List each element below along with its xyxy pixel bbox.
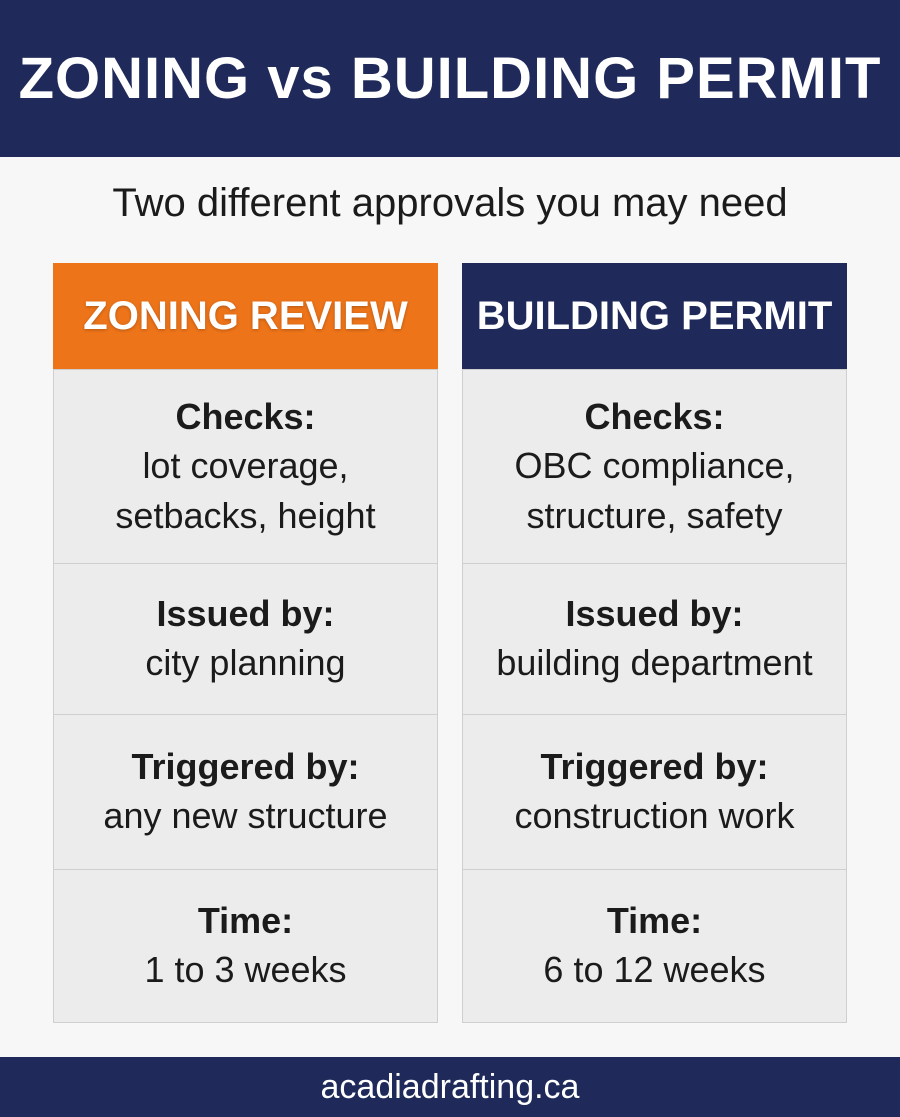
zoning-issued-by-label: Issued by: xyxy=(156,593,335,634)
zoning-triggered-by-cell xyxy=(54,714,437,869)
building-permit-heading: BUILDING PERMIT xyxy=(462,263,847,369)
zoning-triggered-by-label: Triggered by: xyxy=(131,746,360,787)
zoning-review-column xyxy=(53,263,438,1023)
building-time-label: Time: xyxy=(606,900,703,941)
zoning-issued-by-value: city planning xyxy=(145,642,346,683)
building-checks-label: Checks: xyxy=(584,395,725,437)
website-link[interactable]: acadiadrafting.ca xyxy=(320,1067,580,1106)
building-permit-column xyxy=(462,263,847,1023)
zoning-issued-by-cell xyxy=(54,563,437,714)
zoning-checks-value-line-1: lot coverage, xyxy=(142,444,349,486)
building-triggered-by-value: construction work xyxy=(514,795,795,836)
building-checks-value-line-2: structure, safety xyxy=(526,494,783,536)
building-time-value: 6 to 12 weeks xyxy=(543,949,766,990)
zoning-checks-label: Checks: xyxy=(175,395,316,437)
building-checks-cell xyxy=(463,369,846,563)
zoning-checks-value-line-2: setbacks, height xyxy=(115,494,376,536)
building-triggered-by-label: Triggered by: xyxy=(540,746,769,787)
footer-banner xyxy=(0,1057,900,1117)
building-issued-by-cell xyxy=(463,563,846,714)
zoning-checks-cell xyxy=(54,369,437,563)
building-issued-by-value: building department xyxy=(496,642,813,683)
subtitle: Two different approvals you may need xyxy=(112,180,788,225)
zoning-review-heading: ZONING REVIEW xyxy=(53,263,438,369)
zoning-time-label: Time: xyxy=(197,900,294,941)
zoning-time-cell xyxy=(54,869,437,1022)
building-triggered-by-cell xyxy=(463,714,846,869)
building-checks-value-line-1: OBC compliance, xyxy=(514,444,795,486)
title-banner xyxy=(0,0,900,157)
zoning-triggered-by-value: any new structure xyxy=(103,795,388,836)
zoning-time-value: 1 to 3 weeks xyxy=(144,949,347,990)
page-title: ZONING vs BUILDING PERMIT xyxy=(18,46,882,111)
building-time-cell xyxy=(463,869,846,1022)
building-issued-by-label: Issued by: xyxy=(565,593,744,634)
